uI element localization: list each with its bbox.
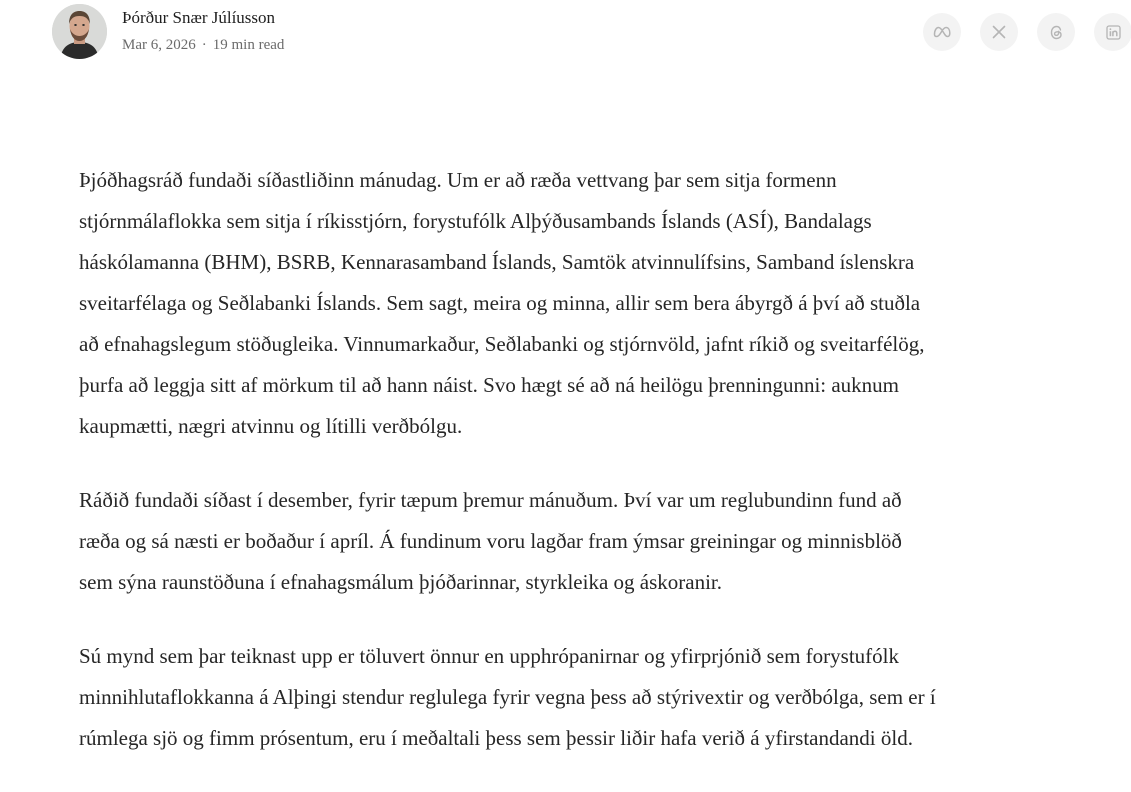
read-time: 19 min read [212, 37, 285, 53]
linkedin-icon [1106, 25, 1121, 40]
paragraph-line: stjórnmálaflokka sem sitja í ríkisstjórn, forystufólk Alþýðusambands Íslands (ASÍ), Bandalags [79, 209, 872, 233]
article-header [0, 0, 1131, 70]
article-body [79, 160, 1119, 792]
share-linkedin-button[interactable] [1094, 13, 1131, 51]
share-x-button[interactable] [980, 13, 1018, 51]
article-meta [122, 37, 284, 54]
author-avatar[interactable] [52, 4, 107, 59]
publish-date: Mar 6, 2026 [122, 37, 196, 53]
meta-icon [933, 26, 951, 38]
paragraph-line: Ráðið fundaði síðast í desember, fyrir tæpum þremur mánuðum. Því var um reglubundinn fund að [79, 488, 902, 512]
paragraph-line: Sú mynd sem þar teiknast upp er töluvert önnur en upphrópanirnar og yfirprjónið sem forystufólk [79, 644, 900, 668]
paragraph-line: sem sýna raunstöðuna í efnahagsmálum þjóðarinnar, styrkleika og áskoranir. [79, 570, 722, 594]
paragraph-line: minnihlutaflokkanna á Alþingi stendur reglulega fyrir vegna þess að stýrivextir og verðbólga, sem er í [79, 685, 936, 709]
paragraph-line: Þjóðhagsráð fundaði síðastliðinn mánudag. Um er að ræða vettvang þar sem sitja formenn [79, 168, 837, 192]
meta-separator: · [201, 37, 207, 53]
x-icon [992, 25, 1006, 39]
threads-icon [1049, 25, 1064, 40]
article-paragraph [79, 160, 1119, 447]
share-threads-button[interactable] [1037, 13, 1075, 51]
author-name[interactable]: Þórður Snær Júlíusson [122, 8, 276, 27]
paragraph-line: sveitarfélaga og Seðlabanki Íslands. Sem sagt, meira og minna, allir sem bera ábyrgð á því að stuðla [79, 291, 921, 315]
paragraph-line: háskólamanna (BHM), BSRB, Kennarasamband Íslands, Samtök atvinnulífsins, Samband íslenskra [79, 250, 915, 274]
paragraph-line: kaupmætti, nægri atvinnu og lítilli verðbólgu. [79, 414, 463, 438]
share-meta-button[interactable] [923, 13, 961, 51]
paragraph-line: ræða og sá næsti er boðaður í apríl. Á fundinum voru lagðar fram ýmsar greiningar og minnisblöð [79, 529, 902, 553]
article-paragraph [79, 480, 1119, 603]
paragraph-line: þurfa að leggja sitt af mörkum til að hann náist. Svo hægt sé að ná heilögu þrenningunni: auknum [79, 373, 900, 397]
paragraph-line: að efnahagslegum stöðugleika. Vinnumarkaður, Seðlabanki og stjórnvöld, jafnt ríkið og sveitarfélög, [79, 332, 925, 356]
avatar-image [52, 4, 107, 59]
paragraph-line: rúmlega sjö og fimm prósentum, eru í meðaltali þess sem þessir liðir hafa verið á yfirstandandi öld. [79, 726, 913, 750]
article-paragraph [79, 636, 1119, 759]
